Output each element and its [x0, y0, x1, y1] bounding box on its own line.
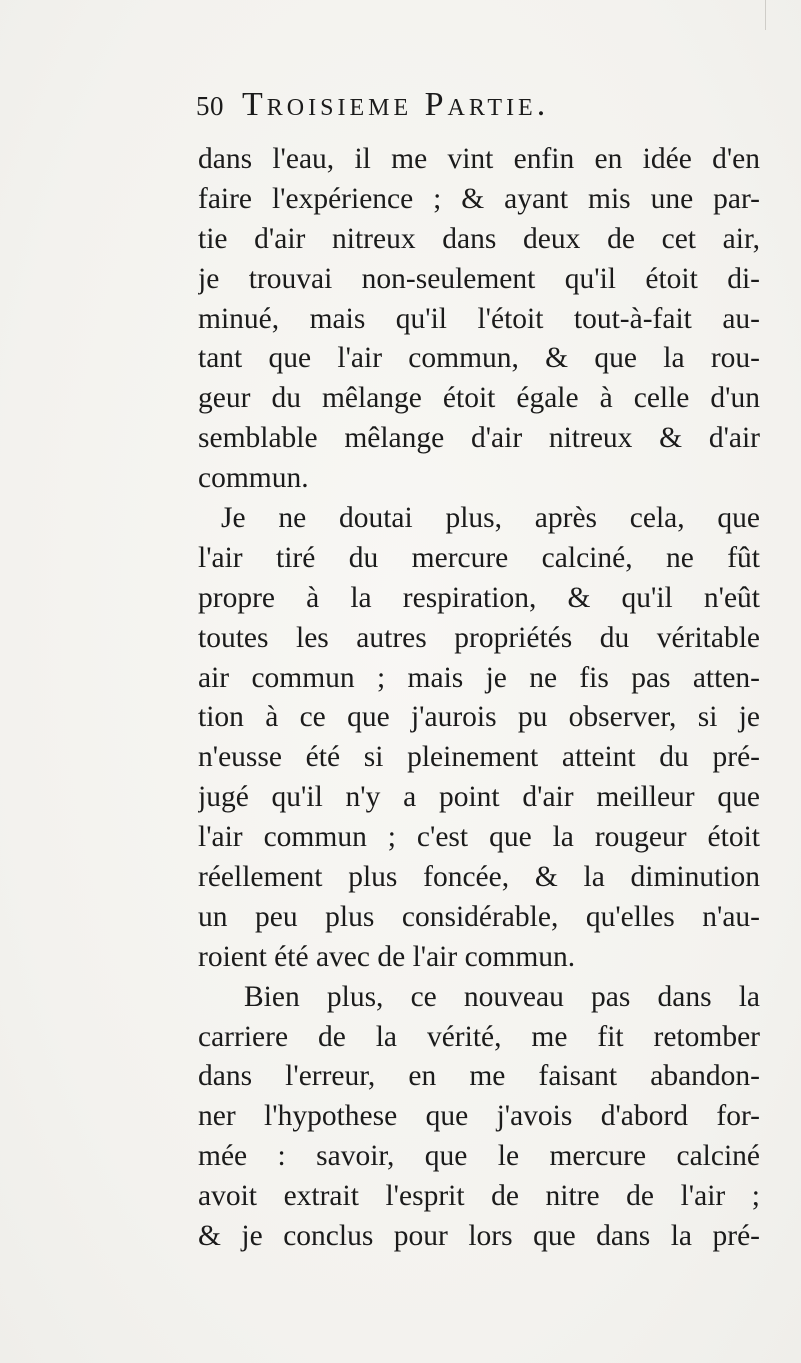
text-line: geur du mêlange étoit égale à celle d'un [198, 382, 760, 415]
text-line: l'air tiré du mercure calciné, ne fût [198, 541, 760, 574]
text-line: réellement plus foncée, & la diminution [198, 861, 760, 894]
text-line: n'eusse été si pleinement atteint du pré- [198, 741, 760, 774]
paragraph-start-line: Bien plus, ce nouveau pas dans la [244, 980, 760, 1013]
text-line: semblable mêlange d'air nitreux & d'air [198, 422, 760, 455]
text-line: dans l'erreur, en me faisant abandon- [198, 1060, 760, 1093]
text-line: faire l'expérience ; & ayant mis une par- [198, 182, 760, 215]
text-line: mée : savoir, que le mercure calciné [198, 1140, 760, 1173]
text-line: un peu plus considérable, qu'elles n'au- [198, 900, 760, 933]
text-line: avoit extrait l'esprit de nitre de l'air ; [198, 1180, 760, 1213]
running-head: Troisieme Partie. [242, 86, 550, 123]
page-header [196, 86, 756, 126]
text-line: ner l'hypothese que j'avois d'abord for- [198, 1100, 760, 1133]
body-text [198, 140, 760, 1257]
text-line: carriere de la vérité, me fit retomber [198, 1020, 760, 1053]
text-line: air commun ; mais je ne fis pas atten- [198, 661, 760, 694]
text-line: tie d'air nitreux dans deux de cet air, [198, 222, 760, 255]
text-line: & je conclus pour lors que dans la pré- [198, 1220, 760, 1253]
text-line: minué, mais qu'il l'étoit tout-à-fait au- [198, 302, 760, 335]
text-line: roient été avec de l'air commun. [198, 940, 576, 973]
page-number: 50 [196, 91, 224, 121]
text-line: tion à ce que j'aurois pu observer, si je [198, 701, 760, 734]
text-line: je trouvai non-seulement qu'il étoit di- [198, 262, 760, 295]
text-line: propre à la respiration, & qu'il n'eût [198, 581, 760, 614]
text-line: l'air commun ; c'est que la rougeur étoit [198, 821, 760, 854]
text-line: tant que l'air commun, & que la rou- [198, 342, 760, 375]
text-line: commun. [198, 462, 309, 495]
text-line: jugé qu'il n'y a point d'air meilleur que [198, 781, 760, 814]
page-edge-mark [765, 0, 766, 30]
text-line: toutes les autres propriétés du véritable [198, 621, 760, 654]
paragraph-start-line: Je ne doutai plus, après cela, que [221, 502, 760, 535]
text-line: dans l'eau, il me vint enfin en idée d'en [198, 143, 760, 175]
